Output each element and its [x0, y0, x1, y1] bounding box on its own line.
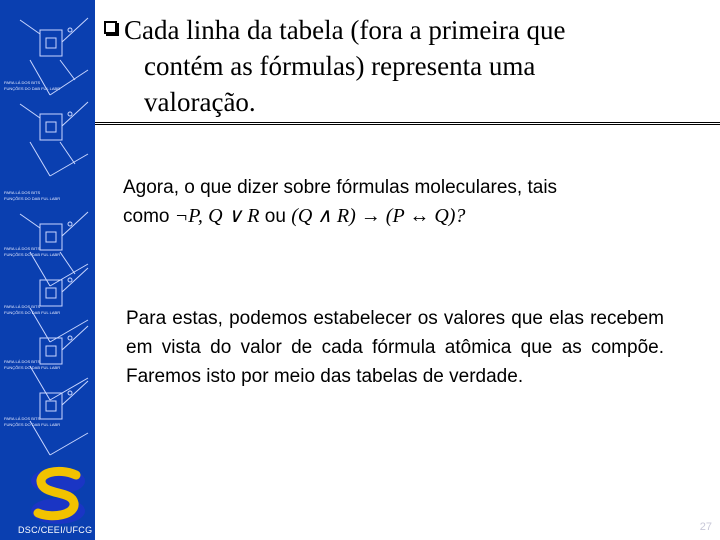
formula-implication: (Q ∧ R) → (P ↔ Q)?: [291, 205, 466, 227]
panel-caption: FUNÇÕES DO DAB FUL LABR: [4, 422, 61, 427]
panel-caption: PARA LÁ DOS BITS: [4, 359, 41, 364]
s-logo-icon: [28, 465, 88, 527]
panel-caption: PARA LÁ DOS BITS: [4, 80, 41, 85]
bullet-line: Cada linha da tabela (fora a primeira que: [124, 15, 566, 45]
bullet-line: contém as fórmulas) representa uma: [144, 51, 536, 81]
question-paragraph: [123, 174, 683, 231]
square-bullet-icon: [104, 21, 117, 34]
panel-caption: PARA LÁ DOS BITS: [4, 190, 41, 195]
circuit-diagram-icon: [0, 76, 95, 191]
panel-caption: FUNÇÕES DO DAB FUL LABR: [4, 86, 61, 91]
bullet-point: [118, 12, 698, 120]
panel-caption: FUNÇÕES DO DAB FUL LABR: [4, 365, 61, 370]
question-formulas-line: [123, 202, 683, 231]
explanation-paragraph: Para estas, podemos estabelecer os valores que elas recebem em vista do valor de cada fórmula atômica que as compõe. Faremos isto por meio das tabelas de verdade.: [126, 308, 664, 387]
decorative-sidebar: [0, 0, 95, 540]
panel-caption: PARA LÁ DOS BITS: [4, 246, 41, 251]
footer-institution-label: DSC/CEEI/UFCG: [18, 525, 93, 535]
panel-caption: FUNÇÕES DO DAB FUL LABR: [4, 252, 61, 257]
question-lead-text: Agora, o que dizer sobre fórmulas moleculares, tais: [123, 177, 558, 198]
panel-caption: PARA LÁ DOS BITS: [4, 416, 41, 421]
panel-caption: FUNÇÕES DO DAB FUL LABR: [4, 310, 61, 315]
como-word: como: [123, 206, 170, 227]
page-number: 27: [699, 521, 712, 533]
bullet-line: valoração.: [144, 87, 256, 117]
header-divider: [95, 122, 720, 125]
ou-word: ou: [264, 206, 286, 227]
panel-caption: PARA LÁ DOS BITS: [4, 304, 41, 309]
formula-negation: ¬P,: [174, 205, 203, 227]
institution-logo: [28, 465, 88, 532]
formula-disjunction: Q ∨ R: [208, 205, 260, 227]
sidebar-panel: [0, 76, 95, 191]
panel-caption: FUNÇÕES DO DAB FUL LABR: [4, 196, 61, 201]
